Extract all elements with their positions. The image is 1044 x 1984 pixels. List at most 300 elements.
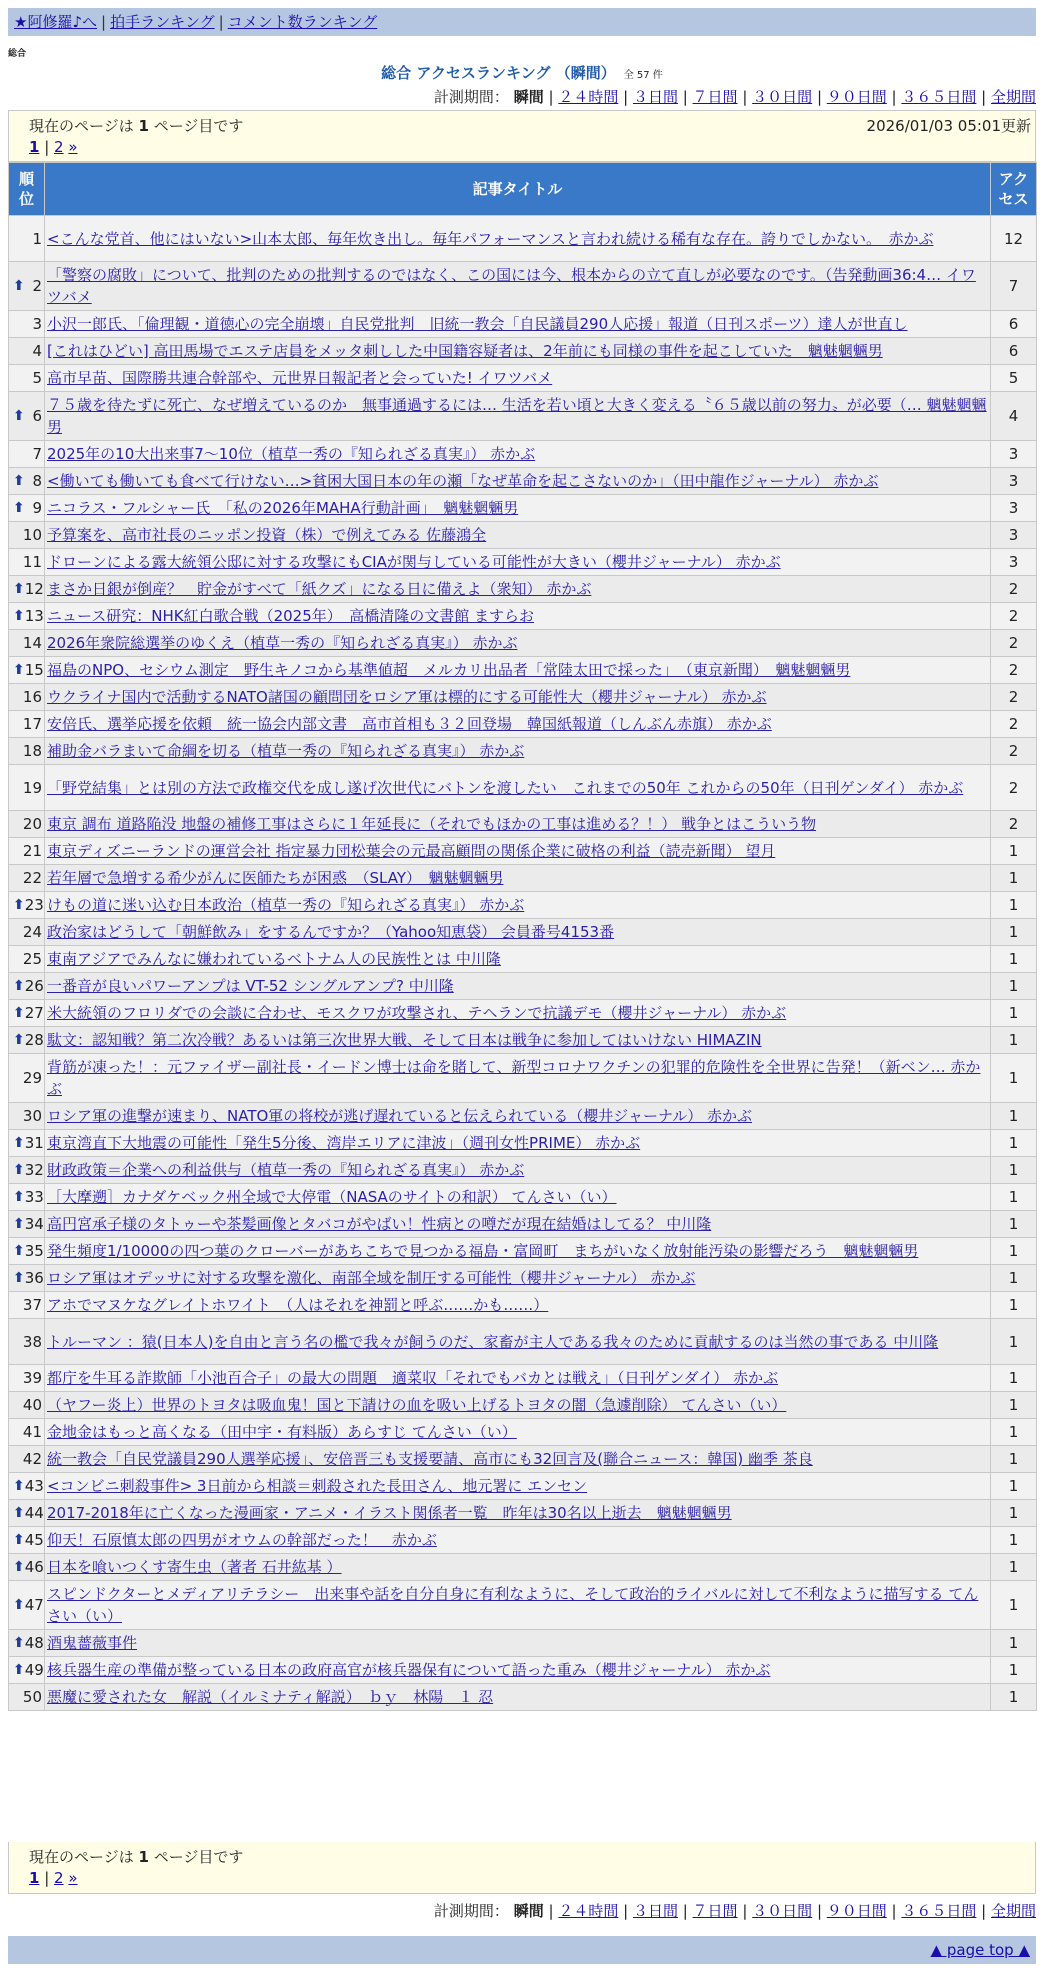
- title-cell: [45, 522, 991, 549]
- access-count: 2: [991, 603, 1037, 630]
- title-cell: [45, 1581, 991, 1630]
- rank-number: 39: [22, 1369, 42, 1387]
- access-count: 1: [991, 1581, 1037, 1630]
- rank-number: 37: [22, 1296, 42, 1314]
- access-count: 12: [991, 216, 1037, 262]
- rank-cell: [9, 865, 45, 892]
- access-count: 1: [991, 1500, 1037, 1527]
- article-link[interactable]: まさか日銀が倒産？ 貯金がすべて「紙クズ」になる日に備えよ（衆知） 赤かぶ: [47, 580, 592, 598]
- rank-number: 2: [32, 277, 42, 295]
- article-link[interactable]: （ヤフー炎上）世界のトヨタは吸血鬼！国と下請けの血を吸い上げるトヨタの闇（急遽削除） てんさい（い）: [47, 1396, 787, 1414]
- title-cell: [45, 338, 991, 365]
- rank-cell: [9, 1581, 45, 1630]
- rank-cell: [9, 711, 45, 738]
- title-cell: [45, 1000, 991, 1027]
- title-cell: [45, 262, 991, 311]
- access-count: 1: [991, 865, 1037, 892]
- article-link[interactable]: 2026年衆院総選挙のゆくえ（植草一秀の『知られざる真実』） 赤かぶ: [47, 634, 518, 652]
- rank-number: 44: [24, 1504, 44, 1522]
- rank-number: 16: [22, 688, 42, 706]
- access-count: 1: [991, 1211, 1037, 1238]
- article-link[interactable]: 財政政策＝企業への利益供与（植草一秀の『知られざる真実』） 赤かぶ: [47, 1161, 525, 1179]
- access-count: 1: [991, 1054, 1037, 1103]
- title-cell: [45, 1157, 991, 1184]
- title-cell: [45, 1419, 991, 1446]
- table-row: [9, 1292, 1037, 1319]
- table-row: [9, 311, 1037, 338]
- access-count: 2: [991, 684, 1037, 711]
- period-30d[interactable]: ３０日間: [752, 1902, 813, 1920]
- period-90d[interactable]: ９０日間: [826, 88, 887, 106]
- table-row: [9, 1657, 1037, 1684]
- article-link[interactable]: [これはひどい] 高田馬場でエステ店員をメッタ刺しした中国籍容疑者は、2年前にも同様の事件を起こしていた 魑魅魍魎男: [47, 342, 883, 360]
- rank-number: 30: [22, 1107, 42, 1125]
- rank-cell: [9, 603, 45, 630]
- updated-timestamp: 2026/01/03 05:01更新: [866, 117, 1031, 135]
- table-row: [9, 919, 1037, 946]
- rank-up-arrow-icon: ⬆: [13, 500, 25, 516]
- access-count: 3: [991, 441, 1037, 468]
- title-cell: [45, 1365, 991, 1392]
- period-365d[interactable]: ３６５日間: [901, 1902, 977, 1920]
- rank-cell: [9, 1630, 45, 1657]
- rank-cell: [9, 1238, 45, 1265]
- period-label: 計測期間：: [433, 88, 509, 106]
- table-row: [9, 1446, 1037, 1473]
- total-count: 全 57 件: [623, 70, 663, 81]
- period-3d[interactable]: ３日間: [632, 1902, 678, 1920]
- rank-up-arrow-icon: ⬆: [13, 1162, 25, 1178]
- article-link[interactable]: <こんな党首、他にはいない>山本太郎、毎年炊き出し。毎年パフォーマンスと言われ続ける稀有な存在。誇りでしかない。 赤かぶ: [47, 229, 934, 248]
- table-row: [9, 262, 1037, 311]
- article-link[interactable]: 福島のNPO、セシウム測定 野生キノコから基準値超 メルカリ出品者「常陸太田で採った」 （東京新聞） 魑魅魍魎男: [47, 661, 851, 679]
- article-link[interactable]: 統一教会「自民党議員290人選挙応援」、安倍晋三も支援要請、高市にも32回言及(聯合ニュース：韓国) 幽季 茶良: [47, 1450, 813, 1468]
- rank-cell: [9, 838, 45, 865]
- rank-number: 34: [24, 1215, 44, 1233]
- title-cell: [45, 919, 991, 946]
- table-row: [9, 549, 1037, 576]
- article-link[interactable]: 都庁を牛耳る詐欺師「小池百合子」の最大の問題 適菜収「それでもバカとは戦え」（日刊ゲンダイ） 赤かぶ: [47, 1369, 779, 1387]
- rank-number: 43: [24, 1477, 44, 1495]
- access-count: 2: [991, 711, 1037, 738]
- rank-cell: [9, 392, 45, 441]
- access-count: 1: [991, 1684, 1037, 1711]
- period-selector-bottom: 計測期間： 瞬間 | ２４時間 | ３日間 | ７日間 | ３０日間 | ９０日間 | ３６５日間 | 全期間: [433, 1902, 1036, 1920]
- article-link[interactable]: ［大摩遡］カナダケベック州全域で大停電（NASAのサイトの和訳） てんさい（い）: [47, 1188, 617, 1206]
- access-count: 7: [991, 262, 1037, 311]
- article-link[interactable]: 東京湾直下大地震の可能性「発生5分後、湾岸エリアに津波」（週刊女性PRIME） 赤かぶ: [47, 1134, 641, 1152]
- article-link[interactable]: ドローンによる露大統領公邸に対する攻撃にもCIAが関与している可能性が大きい（櫻井ジャーナル） 赤かぶ: [47, 553, 781, 571]
- access-count: 1: [991, 919, 1037, 946]
- table-row: [9, 1103, 1037, 1130]
- rank-number: 22: [22, 869, 42, 887]
- rank-number: 14: [22, 634, 42, 652]
- article-link[interactable]: ロシア軍はオデッサに対する攻撃を激化、南部全域を制圧する可能性（櫻井ジャーナル） 赤かぶ: [47, 1269, 696, 1287]
- access-count: 2: [991, 657, 1037, 684]
- article-link[interactable]: ウクライナ国内で活動するNATO諸国の顧問団をロシア軍は標的にする可能性大（櫻井ジャーナル） 赤かぶ: [47, 688, 767, 706]
- access-count: 1: [991, 1419, 1037, 1446]
- rank-number: 6: [32, 407, 42, 425]
- table-row: [9, 495, 1037, 522]
- table-row: [9, 1000, 1037, 1027]
- table-row: [9, 1130, 1037, 1157]
- title-cell: [45, 1684, 991, 1711]
- article-link[interactable]: 小沢一郎氏、「倫理観・道徳心の完全崩壊」自民党批判 旧統一教会「自民議員290人応援」報道（日刊スポーツ）達人が世直し: [47, 315, 908, 333]
- rank-up-arrow-icon: ⬆: [13, 1243, 25, 1259]
- rank-cell: [9, 1265, 45, 1292]
- table-row: [9, 1054, 1037, 1103]
- article-link[interactable]: 米大統領のフロリダでの会談に合わせ、モスクワが攻撃され、テヘランで抗議デモ（櫻井ジャーナル） 赤かぶ: [47, 1004, 787, 1022]
- rank-number: 47: [24, 1596, 44, 1614]
- rank-cell: [9, 1054, 45, 1103]
- rank-up-arrow-icon: ⬆: [13, 1270, 25, 1286]
- rank-cell: [9, 522, 45, 549]
- next-page-link[interactable]: »: [68, 138, 78, 156]
- rank-number: 36: [24, 1269, 44, 1287]
- rank-cell: [9, 946, 45, 973]
- rank-up-arrow-icon: ⬆: [13, 662, 25, 678]
- access-count: 3: [991, 549, 1037, 576]
- access-count: 6: [991, 338, 1037, 365]
- table-row: [9, 576, 1037, 603]
- title-cell: [45, 1554, 991, 1581]
- header-rank: 順位: [9, 163, 45, 216]
- title-cell: [45, 576, 991, 603]
- rank-number: 45: [24, 1531, 44, 1549]
- article-link[interactable]: 核兵器生産の準備が整っている日本の政府高官が核兵器保有について語った重み（櫻井ジャーナル） 赤かぶ: [47, 1661, 771, 1679]
- title-cell: [45, 216, 991, 262]
- rank-cell: [9, 338, 45, 365]
- pagination-box-top: [8, 110, 1036, 162]
- access-count: 6: [991, 311, 1037, 338]
- article-link[interactable]: ７５歳を待たずに死亡、なぜ増えているのか 無事通過するには… 生活を若い頃と大きく変える〝６５歳以前の努力〟が必要（… 魑魅魍魎男: [47, 396, 987, 436]
- rank-number: 3: [32, 315, 42, 333]
- title-cell: [45, 1630, 991, 1657]
- rank-number: 28: [24, 1031, 44, 1049]
- table-row: [9, 657, 1037, 684]
- period-all[interactable]: 全期間: [990, 88, 1036, 106]
- article-link[interactable]: ニコラス・フルシャー氏 「私の2026年MAHA行動計画」 魑魅魍魎男: [47, 499, 519, 517]
- rank-cell: [9, 1157, 45, 1184]
- title-cell: [45, 1184, 991, 1211]
- rank-number: 26: [24, 977, 44, 995]
- rank-number: 46: [24, 1558, 44, 1576]
- rank-cell: [9, 468, 45, 495]
- rank-cell: [9, 1292, 45, 1319]
- table-row: [9, 1265, 1037, 1292]
- rank-number: 15: [24, 661, 44, 679]
- period-7d[interactable]: ７日間: [692, 1902, 738, 1920]
- access-count: 1: [991, 1000, 1037, 1027]
- page-2-link[interactable]: 2: [54, 138, 64, 156]
- title-cell: [45, 1292, 991, 1319]
- title-cell: [45, 765, 991, 811]
- access-count: 2: [991, 630, 1037, 657]
- period-3d[interactable]: ３日間: [632, 88, 678, 106]
- access-count: 1: [991, 838, 1037, 865]
- rank-up-arrow-icon: ⬆: [13, 897, 25, 913]
- rank-number: 50: [22, 1688, 42, 1706]
- access-count: 1: [991, 1292, 1037, 1319]
- rank-cell: [9, 549, 45, 576]
- rank-number: 32: [24, 1161, 44, 1179]
- table-row: [9, 1211, 1037, 1238]
- access-count: 1: [991, 1630, 1037, 1657]
- ranking-table: [8, 162, 1037, 1711]
- title-cell: [45, 392, 991, 441]
- rank-cell: [9, 919, 45, 946]
- rank-up-arrow-icon: ⬆: [13, 1532, 25, 1548]
- access-count: 2: [991, 765, 1037, 811]
- rank-up-arrow-icon: ⬆: [13, 978, 25, 994]
- article-link[interactable]: 発生頻度1/10000の四つ葉のクローバーがあちこちで見つかる福島・富岡町 まちがいなく放射能汚染の影響だろう 魑魅魍魎男: [47, 1242, 919, 1260]
- rank-cell: [9, 738, 45, 765]
- period-24h[interactable]: ２４時間: [558, 88, 619, 106]
- header-access: アクセス: [991, 163, 1037, 216]
- rank-cell: [9, 892, 45, 919]
- table-row: [9, 892, 1037, 919]
- rank-up-arrow-icon: ⬆: [13, 581, 25, 597]
- access-count: 1: [991, 1027, 1037, 1054]
- rank-number: 13: [24, 607, 44, 625]
- access-count: 3: [991, 522, 1037, 549]
- article-link[interactable]: 仰天！石原慎太郎の四男がオウムの幹部だった！ 赤かぶ: [47, 1531, 437, 1549]
- rank-number: 25: [22, 950, 42, 968]
- title-cell: [45, 1392, 991, 1419]
- title-cell: [45, 468, 991, 495]
- article-link[interactable]: スピンドクターとメディアリテラシー 出来事や話を自分自身に有利なように、そして政治的ライバルに対して不利なように描写する てんさい（い）: [47, 1585, 979, 1625]
- article-link[interactable]: アホでマヌケなグレイトホワイト （人はそれを神罰と呼ぶ……かも……）: [47, 1296, 549, 1314]
- article-link[interactable]: <コンビニ刺殺事件> 3日前から相談＝刺殺された長田さん、地元署に エンセン: [47, 1477, 588, 1495]
- period-90d[interactable]: ９０日間: [826, 1902, 887, 1920]
- article-link[interactable]: 金地金はもっと高くなる（田中宇・有料版）あらすじ てんさい（い）: [47, 1423, 517, 1441]
- page-1-link[interactable]: 1: [29, 1869, 40, 1887]
- title-cell: [45, 441, 991, 468]
- table-row: [9, 1473, 1037, 1500]
- table-row: [9, 468, 1037, 495]
- rank-up-arrow-icon: ⬆: [13, 408, 25, 424]
- title-cell: [45, 838, 991, 865]
- table-row: [9, 392, 1037, 441]
- rank-cell: [9, 495, 45, 522]
- article-link[interactable]: 予算案を、高市社長のニッポン投資（株）で例えてみる 佐藤鴻全: [47, 526, 487, 544]
- rank-number: 7: [32, 445, 42, 463]
- access-count: 1: [991, 973, 1037, 1000]
- rank-up-arrow-icon: ⬆: [13, 1597, 25, 1613]
- rank-up-arrow-icon: ⬆: [13, 278, 25, 294]
- next-page-link[interactable]: »: [68, 1869, 78, 1887]
- home-link[interactable]: ★阿修羅♪へ: [14, 13, 98, 31]
- table-row: [9, 1365, 1037, 1392]
- access-count: 1: [991, 892, 1037, 919]
- article-link[interactable]: 日本を喰いつくす寄生虫（著者 石井紘基 ）: [47, 1558, 342, 1576]
- article-link[interactable]: 高市早苗、国際勝共連合幹部や、元世界日報記者と会っていた! イワツバメ: [47, 369, 553, 387]
- period-30d[interactable]: ３０日間: [752, 88, 813, 106]
- table-row: [9, 838, 1037, 865]
- page-1-link[interactable]: 1: [29, 138, 40, 156]
- rank-cell: [9, 216, 45, 262]
- table-row: [9, 711, 1037, 738]
- article-link[interactable]: <働いても働いても食べて行けない…>貧困大国日本の年の瀬「なぜ革命を起こさないのか」（田中龍作ジャーナル） 赤かぶ: [47, 472, 879, 490]
- title-cell: [45, 865, 991, 892]
- rank-cell: [9, 1000, 45, 1027]
- rank-cell: [9, 630, 45, 657]
- access-count: 1: [991, 1365, 1037, 1392]
- rank-number: 10: [22, 526, 42, 544]
- rank-number: 4: [32, 342, 42, 360]
- rank-number: 20: [22, 815, 42, 833]
- table-row: [9, 522, 1037, 549]
- article-link[interactable]: 駄文：認知戦？第二次冷戦？あるいは第三次世界大戦、そして日本は戦争に参加してはいけない HIMAZIN: [47, 1031, 762, 1049]
- rank-number: 18: [22, 742, 42, 760]
- period-365d[interactable]: ３６５日間: [901, 88, 977, 106]
- rank-number: 29: [22, 1069, 42, 1087]
- table-row: [9, 811, 1037, 838]
- rank-number: 33: [24, 1188, 44, 1206]
- title-cell: [45, 1103, 991, 1130]
- category-label: 総合: [8, 49, 27, 59]
- article-link[interactable]: ニュース研究：NHK紅白歌合戦（2025年） 高橋清隆の文書館 ますらお: [47, 607, 535, 625]
- table-row: [9, 1184, 1037, 1211]
- table-row: [9, 603, 1037, 630]
- title-cell: [45, 1130, 991, 1157]
- rank-cell: [9, 311, 45, 338]
- rank-up-arrow-icon: ⬆: [13, 608, 25, 624]
- access-count: 4: [991, 392, 1037, 441]
- period-all[interactable]: 全期間: [990, 1902, 1036, 1920]
- current-page-text-bottom: 現在のページは 1 ページ目です: [29, 1848, 244, 1866]
- article-link[interactable]: 一番音が良いパワーアンプは VT-52 シングルアンプ? 中川隆: [47, 977, 454, 995]
- rank-cell: [9, 1027, 45, 1054]
- access-count: 2: [991, 576, 1037, 603]
- access-count: 1: [991, 1130, 1037, 1157]
- rank-number: 12: [24, 580, 44, 598]
- pagination-box-bottom: [8, 1842, 1036, 1894]
- table-row: [9, 630, 1037, 657]
- title-cell: [45, 549, 991, 576]
- title-cell: [45, 365, 991, 392]
- title-cell: [45, 711, 991, 738]
- period-7d[interactable]: ７日間: [692, 88, 738, 106]
- table-row: [9, 1527, 1037, 1554]
- period-instant: 瞬間: [513, 88, 544, 106]
- rank-cell: [9, 1473, 45, 1500]
- rank-number: 48: [24, 1634, 44, 1652]
- article-link[interactable]: 東京 調布 道路陥没 地盤の補修工事はさらに１年延長に（それでもほかの工事は進める？！） 戦争とはこういう物: [47, 815, 817, 833]
- rank-cell: [9, 365, 45, 392]
- title-cell: [45, 603, 991, 630]
- table-row: [9, 1684, 1037, 1711]
- ranking-title-row: [0, 62, 1044, 83]
- rank-number: 9: [32, 499, 42, 517]
- rank-number: 11: [22, 553, 42, 571]
- article-link[interactable]: 補助金バラまいて命綱を切る（植草一秀の『知られざる真実』） 赤かぶ: [47, 742, 525, 760]
- article-link[interactable]: 背筋が凍った！：元ファイザー副社長・イードン博士は命を賭して、新型コロナワクチンの犯罪的危険性を全世界に告発！（新ベン… 赤かぶ: [47, 1058, 981, 1098]
- access-count: 1: [991, 1554, 1037, 1581]
- access-count: 1: [991, 1392, 1037, 1419]
- table-row: [9, 1392, 1037, 1419]
- article-link[interactable]: 若年層で急増する希少がんに医師たちが困惑 （SLAY） 魑魅魍魎男: [47, 869, 504, 887]
- rank-cell: [9, 1500, 45, 1527]
- article-link[interactable]: ロシア軍の進撃が速まり、NATO軍の将校が逃げ遅れていると伝えられている（櫻井ジャーナル） 赤かぶ: [47, 1107, 753, 1125]
- rank-number: 5: [32, 369, 42, 387]
- rank-number: 49: [24, 1661, 44, 1679]
- article-link[interactable]: 「警察の腐敗」について、批判のための批判するのではなく、この国には今、根本からの立て直しが必要なのです。（告発動画36:4… イワツバメ: [47, 266, 976, 306]
- title-cell: [45, 1657, 991, 1684]
- table-row: [9, 216, 1037, 262]
- table-row: [9, 1554, 1037, 1581]
- table-row: [9, 1630, 1037, 1657]
- period-24h[interactable]: ２４時間: [558, 1902, 619, 1920]
- page-top-link[interactable]: ▲ page top ▲: [930, 1941, 1030, 1959]
- article-link[interactable]: 2025年の10大出来事7〜10位（植草一秀の『知られざる真実』） 赤かぶ: [47, 445, 536, 463]
- header-title: 記事タイトル: [45, 163, 991, 216]
- article-link[interactable]: 酒鬼薔薇事件: [47, 1634, 138, 1652]
- footer-bar: [8, 1936, 1036, 1964]
- page-2-link[interactable]: 2: [54, 1869, 64, 1887]
- rank-number: 21: [22, 842, 42, 860]
- rank-cell: [9, 1365, 45, 1392]
- rank-cell: [9, 441, 45, 468]
- rank-cell: [9, 1554, 45, 1581]
- table-row: [9, 365, 1037, 392]
- comment-ranking-link[interactable]: コメント数ランキング: [227, 13, 378, 31]
- rank-up-arrow-icon: ⬆: [13, 1635, 25, 1651]
- title-cell: [45, 1500, 991, 1527]
- article-link[interactable]: 安倍氏、選挙応援を依頼 統一協会内部文書 高市首相も３２回登場 韓国紙報道（しんぶん赤旗） 赤かぶ: [47, 715, 772, 733]
- table-row: [9, 1238, 1037, 1265]
- rank-cell: [9, 1657, 45, 1684]
- article-link[interactable]: 「野党結集」とは別の方法で政権交代を成し遂げ次世代にバトンを渡したい これまでの50年 これからの50年（日刊ゲンダイ） 赤かぶ: [47, 778, 964, 797]
- access-count: 1: [991, 1238, 1037, 1265]
- period-label: 計測期間：: [433, 1902, 509, 1920]
- article-link[interactable]: 高円宮承子様のタトゥーや茶髪画像とタバコがやばい！性病との噂だが現在結婚はしてる？ 中川隆: [47, 1215, 712, 1233]
- title-cell: [45, 1054, 991, 1103]
- article-link[interactable]: 東京ディズニーランドの運営会社 指定暴力団松葉会の元最高顧問の関係企業に破格の利益（読売新聞） 望月: [47, 842, 776, 860]
- rank-number: 1: [32, 229, 42, 248]
- page-title: 総合 アクセスランキング （瞬間）: [381, 64, 616, 82]
- table-row: [9, 1581, 1037, 1630]
- top-nav-bar: ★阿修羅♪へ | 拍手ランキング | コメント数ランキング: [8, 8, 1036, 36]
- rank-number: 19: [22, 778, 42, 797]
- article-link[interactable]: 東南アジアでみんなに嫌われているベトナム人の民族性とは 中川隆: [47, 950, 501, 968]
- access-count: 1: [991, 1184, 1037, 1211]
- article-link[interactable]: 政治家はどうして「朝鮮飲み」をするんですか？（Yahoo知恵袋） 会員番号4153番: [47, 923, 615, 941]
- article-link[interactable]: トルーマン ：猿(日本人)を自由と言う名の檻で我々が飼うのだ、家畜が主人である我々のために貢献するのは当然の事である 中川隆: [47, 1332, 939, 1351]
- title-cell: [45, 1238, 991, 1265]
- access-count: 1: [991, 1657, 1037, 1684]
- title-cell: [45, 495, 991, 522]
- rank-cell: [9, 1446, 45, 1473]
- rank-cell: [9, 1684, 45, 1711]
- clap-ranking-link[interactable]: 拍手ランキング: [110, 13, 215, 31]
- title-cell: [45, 1527, 991, 1554]
- rank-cell: [9, 765, 45, 811]
- rank-number: 41: [22, 1423, 42, 1441]
- rank-number: 23: [24, 896, 44, 914]
- article-link[interactable]: 2017-2018年に亡くなった漫画家・アニメ・イラスト関係者一覧 昨年は30名以上逝去 魑魅魍魎男: [47, 1504, 732, 1522]
- rank-cell: [9, 1130, 45, 1157]
- article-link[interactable]: けもの道に迷い込む日本政治（植草一秀の『知られざる真実』） 赤かぶ: [47, 896, 525, 914]
- rank-up-arrow-icon: ⬆: [13, 1478, 25, 1494]
- pager: 1 | 2 »: [29, 138, 78, 156]
- article-link[interactable]: 悪魔に愛された女 解説（イルミナティ解説） ｂｙ 林陽 １ 忍: [47, 1688, 494, 1706]
- rank-number: 31: [24, 1134, 44, 1152]
- title-cell: [45, 892, 991, 919]
- access-count: 1: [991, 1319, 1037, 1365]
- title-cell: [45, 657, 991, 684]
- current-page-text: 現在のページは 1 ページ目です: [29, 117, 244, 135]
